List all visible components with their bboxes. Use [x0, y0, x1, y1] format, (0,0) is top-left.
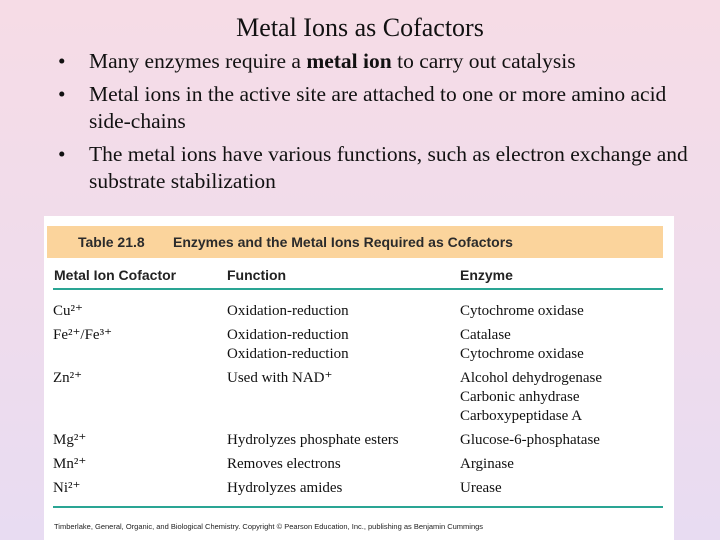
cell-enzyme: Catalase — [460, 327, 511, 343]
table-caption-band — [47, 226, 663, 258]
bullet-glyph: • — [58, 82, 66, 106]
bullet-item — [52, 48, 692, 75]
table-caption: Enzymes and the Metal Ions Required as Cofactors — [173, 234, 513, 250]
cell-enzyme: Arginase — [460, 456, 514, 472]
table-credit: Timberlake, General, Organic, and Biological Chemistry. Copyright © Pearson Education, Inc., publishing as Benjamin Cummings — [54, 522, 484, 531]
cell-ion: Mg²⁺ — [53, 432, 87, 448]
cell-function: Hydrolyzes amides — [227, 480, 343, 496]
bullet-text-end: to carry out catalysis — [391, 49, 576, 73]
slide-title: Metal Ions as Cofactors — [236, 13, 484, 42]
cell-enzyme: Glucose-6-phosphatase — [460, 432, 600, 448]
cell-ion: Mn²⁺ — [53, 456, 87, 472]
column-header-ion: Metal Ion Cofactor — [54, 267, 177, 283]
header-rule — [53, 288, 663, 290]
cell-ion: Fe²⁺/Fe³⁺ — [53, 327, 112, 343]
cell-function: Oxidation-reduction — [227, 303, 349, 319]
footer-rule — [53, 506, 663, 508]
bullet-bold-text: metal ion — [306, 49, 392, 73]
cell-ion: Ni²⁺ — [53, 480, 81, 496]
cell-enzyme: Alcohol dehydrogenase — [460, 370, 603, 386]
cell-enzyme: Urease — [460, 480, 502, 496]
cell-enzyme: Carboxypeptidase A — [460, 408, 583, 424]
bullet-item — [52, 81, 692, 135]
cell-function: Used with NAD⁺ — [227, 370, 333, 386]
cell-function: Oxidation-reduction — [227, 327, 349, 343]
column-header-enzyme: Enzyme — [460, 267, 513, 283]
cell-ion: Cu²⁺ — [53, 303, 83, 319]
cell-function: Removes electrons — [227, 456, 341, 472]
bullet-list — [52, 48, 692, 201]
table-figure — [44, 216, 674, 540]
cell-function: Oxidation-reduction — [227, 346, 349, 362]
cell-ion: Zn²⁺ — [53, 370, 83, 386]
bullet-text: Metal ions in the active site are attached to one or more amino acid side-chains — [89, 82, 667, 133]
column-header-function: Function — [227, 267, 287, 283]
cell-enzyme: Carbonic anhydrase — [460, 389, 580, 405]
table-number: Table 21.8 — [78, 234, 145, 250]
cell-enzyme: Cytochrome oxidase — [460, 346, 584, 362]
bullet-item — [52, 141, 692, 195]
bullet-glyph: • — [58, 142, 66, 166]
bullet-text: Many enzymes require a — [89, 49, 307, 73]
cell-enzyme: Cytochrome oxidase — [460, 303, 584, 319]
cell-function: Hydrolyzes phosphate esters — [227, 432, 399, 448]
bullet-glyph: • — [58, 49, 66, 73]
bullet-text: The metal ions have various functions, such as electron exchange and substrate stabilization — [89, 142, 688, 193]
